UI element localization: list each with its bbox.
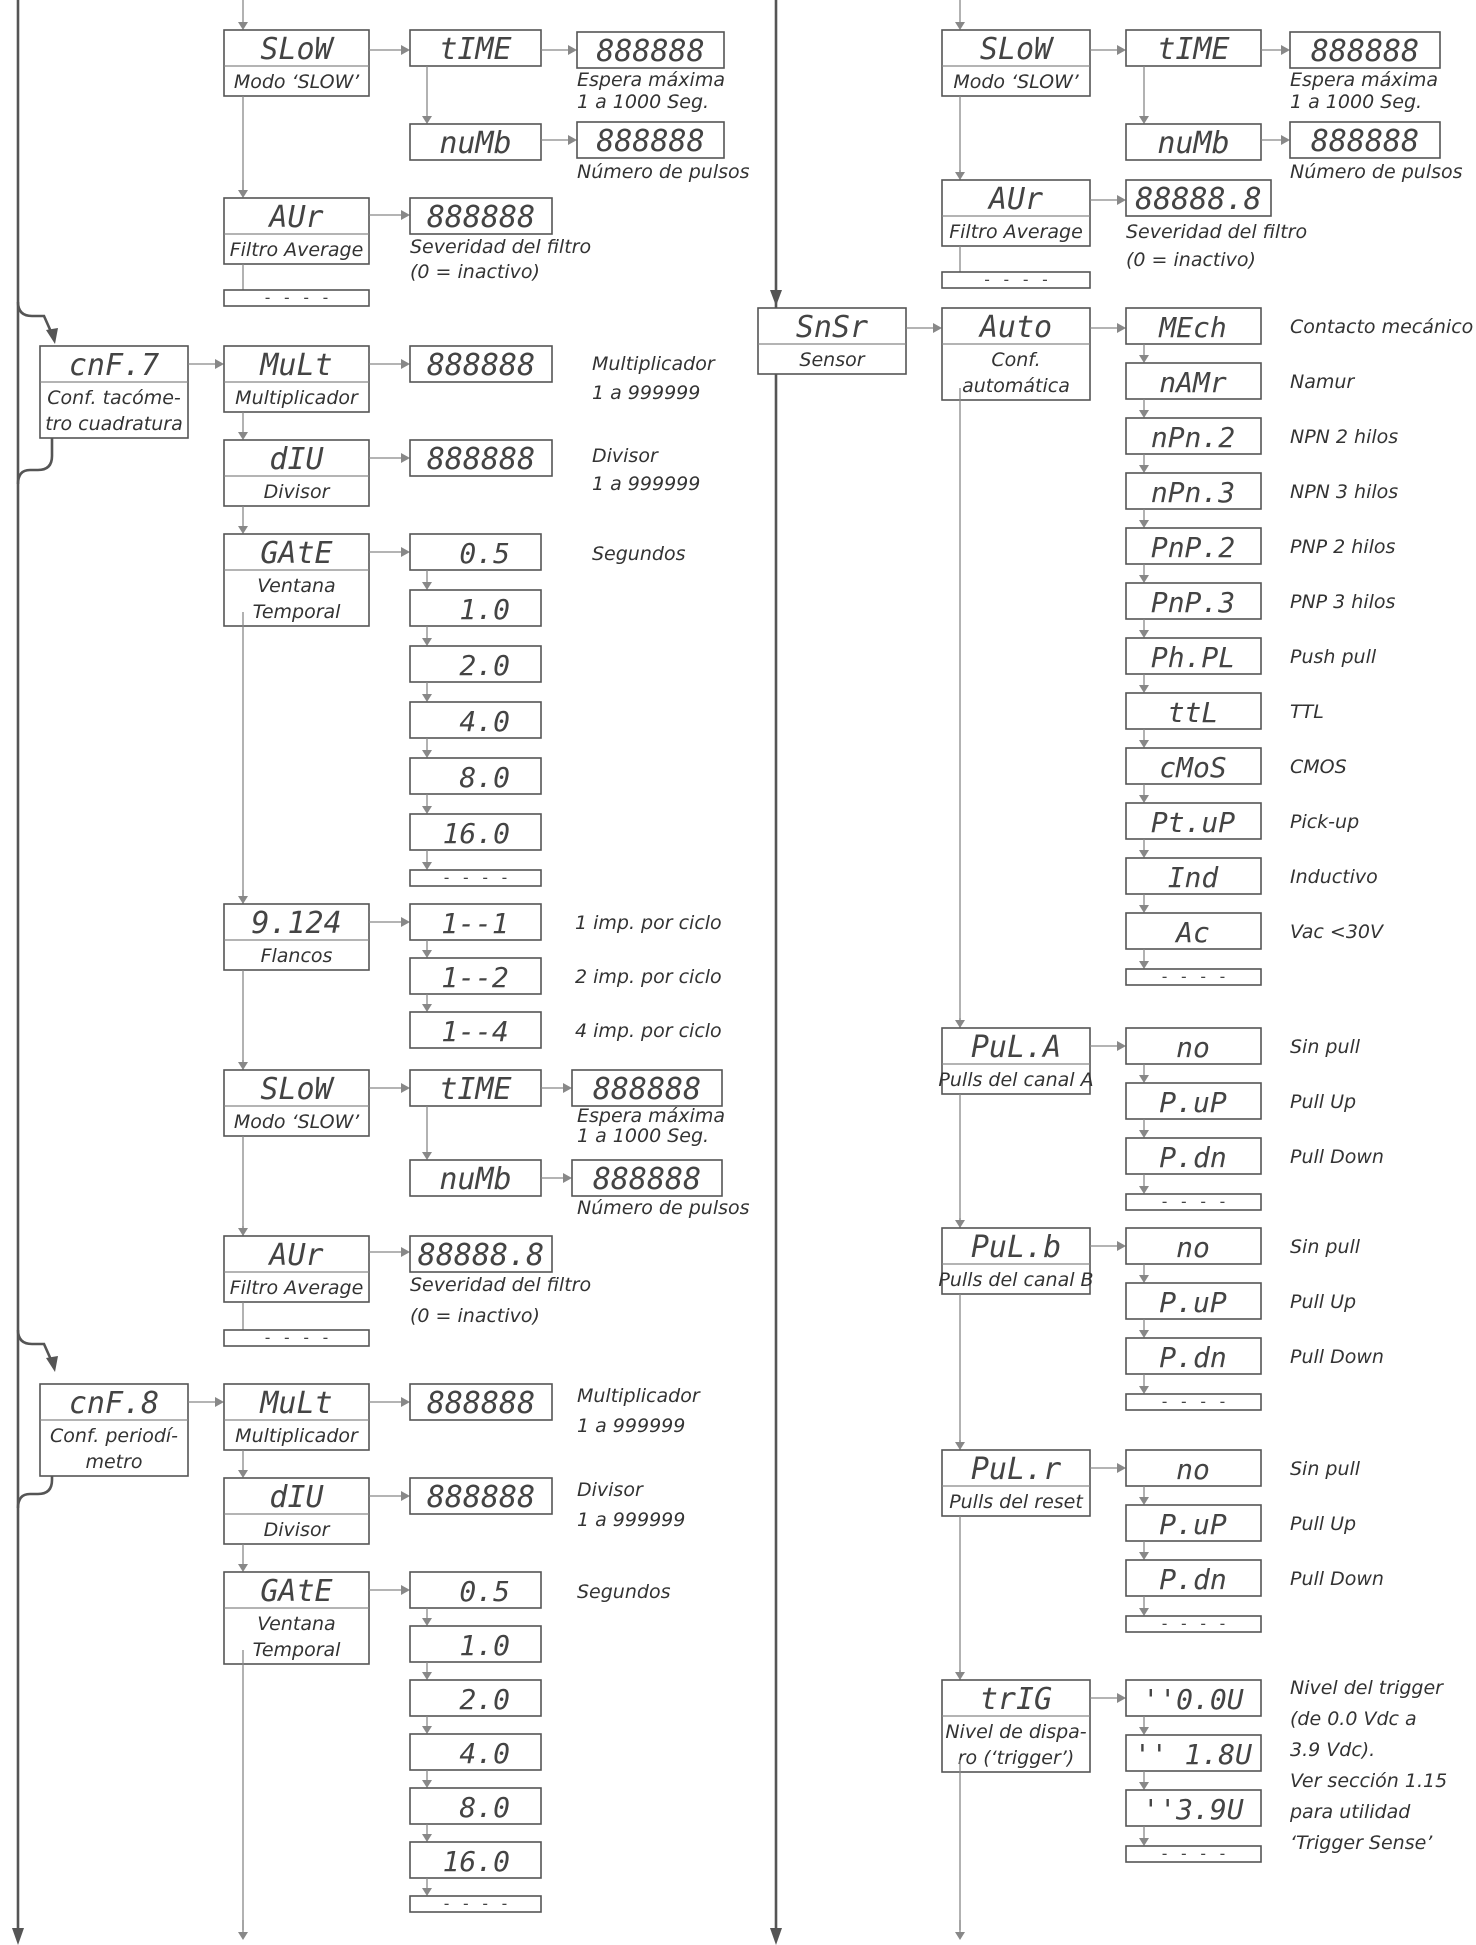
arrow-down-icon: [955, 1220, 965, 1228]
cnf8-div-value: 888888: [426, 1480, 536, 1515]
auto-option-desc: PNP 3 hilos: [1290, 591, 1396, 613]
auto-option-desc: Contacto mecánico: [1290, 316, 1474, 338]
auto-option-code: ttL: [1167, 696, 1219, 729]
pull-2-code: PuL.r: [970, 1452, 1062, 1487]
arrow-down-icon: [238, 1062, 248, 1070]
arrow-down-icon: [1139, 1608, 1149, 1616]
cnf8-div-desc1: Divisor: [577, 1479, 643, 1501]
trig-option-code: ''0.0U: [1142, 1683, 1244, 1716]
cnf7-gate-option: 4.0: [459, 705, 510, 738]
trig-end-dashes: - - - -: [1159, 1844, 1228, 1863]
l1-numb-code: nuMb: [439, 126, 512, 161]
cnf7-caption: tro cuadratura: [45, 413, 183, 435]
arrow-down-icon: [422, 1672, 432, 1680]
cnf7-avr-value: 88888.8: [417, 1238, 545, 1273]
arrow-down-icon: [1139, 1727, 1149, 1735]
arrow-down-icon: [1139, 1497, 1149, 1505]
arrow-down-icon: [238, 896, 248, 904]
trig-desc: ‘Trigger Sense’: [1290, 1832, 1433, 1854]
cnf7-time-desc2: 1 a 1000 Seg.: [577, 1125, 710, 1147]
trig-code: trIG: [979, 1682, 1053, 1717]
trig-desc: para utilidad: [1290, 1801, 1411, 1823]
trunk-arrow-icon: [12, 1928, 24, 1945]
auto-option-desc: CMOS: [1290, 756, 1347, 778]
pull-option-desc: Pull Down: [1290, 1568, 1384, 1590]
pull-option-desc: Sin pull: [1290, 1036, 1361, 1058]
l1-avr-caption: Filtro Average: [229, 239, 364, 261]
cnf8-gate-option: 2.0: [459, 1683, 510, 1716]
arrow-down-icon: [422, 862, 432, 870]
pull-1-caption: Pulls del canal B: [938, 1269, 1094, 1291]
r1-time-code: tIME: [1157, 32, 1230, 67]
cnf8-gate-caption: Ventana: [257, 1613, 336, 1635]
arrow-down-icon: [422, 694, 432, 702]
pull-option-desc: Sin pull: [1290, 1236, 1361, 1258]
arrow-right-icon: [215, 1397, 224, 1407]
trig-desc: (de 0.0 Vdc a: [1290, 1708, 1417, 1730]
l1-time-desc1: Espera máxima: [577, 69, 725, 91]
auto-option-desc: Inductivo: [1290, 866, 1378, 888]
auto-option-desc: NPN 2 hilos: [1290, 426, 1399, 448]
cnf7-mult-desc1: Multiplicador: [592, 353, 715, 375]
arrow-down-icon: [238, 526, 248, 534]
auto-option-code: MEch: [1159, 311, 1227, 344]
auto-option-code: Pt.uP: [1150, 806, 1236, 839]
cnf8-mult-code: MuLt: [260, 1386, 333, 1421]
l1-time-value: 888888: [596, 34, 705, 69]
sensor-caption: Sensor: [799, 349, 865, 371]
cnf8-gate-option: 16.0: [442, 1845, 510, 1878]
arrow-down-icon: [1139, 575, 1149, 583]
arrow-down-icon: [1139, 355, 1149, 363]
auto-option-code: nPn.2: [1150, 421, 1236, 454]
arrow-down-icon: [422, 1888, 432, 1896]
cnf7-edge-option: 1--2: [441, 961, 509, 994]
r1-avr-desc2: (0 = inactivo): [1126, 249, 1256, 271]
arrow-down-icon: [1139, 116, 1149, 124]
arrow-down-icon: [422, 1834, 432, 1842]
cnf7-gate-unit: Segundos: [592, 543, 686, 565]
auto-option-desc: Pick-up: [1290, 811, 1360, 833]
arrow-down-icon: [1139, 1130, 1149, 1138]
arrow-down-icon: [422, 638, 432, 646]
pull-option-desc: Pull Up: [1290, 1091, 1357, 1113]
cnf7-edge-desc: 2 imp. por ciclo: [575, 966, 722, 988]
arrow-right-icon: [1117, 45, 1126, 55]
auto-option-code: Ac: [1176, 916, 1210, 949]
auto-end-dashes: - - - -: [1159, 967, 1228, 986]
cnf7-gate-option: 2.0: [459, 649, 510, 682]
loop-in-path: [18, 1330, 52, 1362]
trig-caption: Nivel de dispa-: [945, 1721, 1087, 1743]
cnf7-gate-option: 8.0: [459, 761, 510, 794]
trunk-arrow-icon: [770, 1928, 782, 1945]
pull-option-code: P.dn: [1159, 1563, 1227, 1596]
trig-option-code: '' 1.8U: [1133, 1738, 1253, 1771]
auto-option-code: PnP.2: [1150, 531, 1236, 564]
pull-option-code: P.uP: [1159, 1508, 1227, 1541]
arrow-right-icon: [1117, 323, 1126, 333]
cnf8-gate-option: 8.0: [459, 1791, 510, 1824]
sensor-auto-caption: Conf.: [991, 349, 1041, 371]
pull-1-code: PuL.b: [970, 1230, 1062, 1265]
l1-numb-value: 888888: [596, 124, 705, 159]
pull-option-code: P.dn: [1159, 1341, 1227, 1374]
r1-avr-value: 88888.8: [1135, 182, 1262, 217]
arrow-down-icon: [955, 1442, 965, 1450]
cnf8-div-caption: Divisor: [263, 1519, 330, 1541]
cnf8-mult-value: 888888: [426, 1386, 536, 1421]
cnf7-time-value: 888888: [592, 1072, 702, 1107]
cnf8-gate-code: GAtE: [260, 1574, 333, 1609]
pull-end-dashes: - - - -: [1159, 1392, 1228, 1411]
cnf7-slow-code: SLoW: [260, 1072, 333, 1107]
arrow-right-icon: [215, 359, 224, 369]
l1-time-desc2: 1 a 1000 Seg.: [577, 91, 710, 113]
cnf8-code: cnF.8: [68, 1386, 160, 1421]
auto-option-code: Ind: [1167, 861, 1219, 894]
cnf8-caption: metro: [85, 1451, 143, 1473]
auto-option-code: cMoS: [1159, 751, 1227, 784]
pull-2-caption: Pulls del reset: [949, 1491, 1083, 1513]
arrow-down-icon: [422, 1004, 432, 1012]
l1-avr-value: 888888: [426, 200, 536, 235]
pull-0-code: PuL.A: [970, 1030, 1062, 1065]
cnf7-div-code: dIU: [269, 442, 324, 477]
cnf8-gate-option: 0.5: [459, 1575, 510, 1608]
arrow-down-icon: [1139, 1330, 1149, 1338]
arrow-down-icon: [238, 1470, 248, 1478]
pull-option-code: P.uP: [1159, 1086, 1227, 1119]
cnf7-avr-caption: Filtro Average: [229, 1277, 364, 1299]
trig-caption: ro (‘trigger’): [957, 1747, 1075, 1769]
pull-option-code: no: [1176, 1031, 1210, 1064]
cnf7-avr-desc2: (0 = inactivo): [410, 1305, 540, 1327]
r1-time-value: 888888: [1310, 34, 1420, 69]
trig-desc: 3.9 Vdc).: [1290, 1739, 1376, 1761]
r1-end-dashes: - - - -: [982, 270, 1050, 289]
cnf7-gate-option: 16.0: [442, 817, 510, 850]
arrow-down-icon: [955, 172, 965, 180]
cnf7-gate-caption: Ventana: [257, 575, 336, 597]
sensor-code: SnSr: [795, 310, 869, 345]
arrow-down-icon: [955, 1020, 965, 1028]
cnf7-div-desc1: Divisor: [592, 445, 658, 467]
cnf7-numb-value: 888888: [592, 1162, 702, 1197]
arrow-right-icon: [401, 547, 410, 557]
r1-slow-caption: Modo ‘SLOW’: [953, 71, 1079, 93]
arrow-down-icon: [422, 750, 432, 758]
arrow-right-icon: [401, 1585, 410, 1595]
cnf7-time-desc1: Espera máxima: [577, 1105, 725, 1127]
trig-desc: Ver sección 1.15: [1290, 1770, 1448, 1792]
l1-time-code: tIME: [439, 32, 512, 67]
cnf7-mult-code: MuLt: [260, 348, 333, 383]
pull-option-code: no: [1176, 1453, 1210, 1486]
pull-end-dashes: - - - -: [1159, 1192, 1228, 1211]
arrow-down-icon: [1139, 850, 1149, 858]
cnf7-div-caption: Divisor: [263, 481, 330, 503]
auto-option-code: nPn.3: [1150, 476, 1236, 509]
r1-avr-code: AUr: [988, 182, 1044, 217]
arrow-right-icon: [568, 135, 577, 145]
arrow-right-icon: [1117, 1463, 1126, 1473]
arrow-down-icon: [422, 1780, 432, 1788]
arrow-down-icon: [422, 806, 432, 814]
arrow-right-icon: [401, 45, 410, 55]
l1-avr-code: AUr: [269, 200, 324, 235]
trunk-arrow-icon: [770, 290, 782, 306]
arrow-right-icon: [563, 1173, 572, 1183]
cnf7-gate-option: 0.5: [459, 537, 510, 570]
arrow-right-icon: [1281, 135, 1290, 145]
cnf7-avr-code: AUr: [269, 1238, 324, 1273]
arrow-right-icon: [1117, 1241, 1126, 1251]
arrow-down-icon: [1139, 465, 1149, 473]
cnf7-div-desc2: 1 a 999999: [592, 473, 701, 495]
arrow-down-icon: [422, 1726, 432, 1734]
arrow-right-icon: [401, 210, 410, 220]
sensor-auto-code: Auto: [979, 310, 1053, 345]
cnf7-edge-option: 1--1: [441, 907, 509, 940]
cnf7-numb-desc1: Número de pulsos: [577, 1197, 750, 1219]
cnf7-gate-caption: Temporal: [252, 601, 341, 623]
arrow-down-icon: [238, 22, 248, 30]
sensor-auto-caption: automática: [962, 375, 1070, 397]
r1-numb-desc1: Número de pulsos: [1290, 161, 1463, 183]
auto-option-desc: Namur: [1290, 371, 1355, 393]
arrow-down-icon: [1139, 1275, 1149, 1283]
l1-avr-desc1: Severidad del filtro: [410, 236, 592, 258]
cnf7-edge-desc: 1 imp. por ciclo: [575, 912, 722, 934]
arrow-down-icon: [238, 432, 248, 440]
cnf7-slow-caption: Modo ‘SLOW’: [233, 1111, 360, 1133]
cnf7-avr-desc1: Severidad del filtro: [410, 1274, 592, 1296]
auto-option-code: PnP.3: [1150, 586, 1236, 619]
cnf8-gate-option: 4.0: [459, 1737, 510, 1770]
arrow-down-icon: [238, 1932, 248, 1940]
pull-option-desc: Pull Up: [1290, 1291, 1357, 1313]
arrow-down-icon: [238, 190, 248, 198]
loop-in-path: [18, 302, 52, 334]
arrow-right-icon: [563, 1083, 572, 1093]
pull-end-dashes: - - - -: [1159, 1614, 1228, 1633]
cnf8-div-code: dIU: [269, 1480, 324, 1515]
arrow-down-icon: [1139, 795, 1149, 803]
arrow-right-icon: [401, 453, 410, 463]
cnf7-numb-code: nuMb: [439, 1162, 512, 1197]
cnf7-end-dashes: - - - -: [262, 1328, 331, 1347]
pull-option-code: no: [1176, 1231, 1210, 1264]
auto-option-desc: Vac <30V: [1290, 921, 1384, 943]
cnf7-edges-caption: Flancos: [260, 945, 333, 967]
auto-option-code: Ph.PL: [1150, 641, 1236, 674]
r1-numb-value: 888888: [1310, 124, 1420, 159]
arrow-down-icon: [422, 582, 432, 590]
arrow-right-icon: [1281, 45, 1290, 55]
arrow-down-icon: [1139, 961, 1149, 969]
l1-slow-code: SLoW: [260, 32, 333, 67]
arrow-right-icon: [568, 45, 577, 55]
cnf7-edge-option: 1--4: [441, 1015, 509, 1048]
arrow-down-icon: [1139, 1186, 1149, 1194]
cnf7-gate-code: GAtE: [260, 536, 333, 571]
arrow-down-icon: [955, 1672, 965, 1680]
arrow-down-icon: [1139, 630, 1149, 638]
cnf7-gate-end-dashes: - - - -: [441, 868, 510, 887]
l1-end-dashes: - - - -: [262, 288, 331, 307]
pull-0-caption: Pulls del canal A: [938, 1069, 1094, 1091]
arrow-down-icon: [238, 1564, 248, 1572]
cnf7-time-code: tIME: [439, 1072, 512, 1107]
cnf7-mult-value: 888888: [426, 348, 536, 383]
r1-slow-code: SLoW: [979, 32, 1053, 67]
cnf7-caption: Conf. tacóme-: [47, 387, 181, 409]
auto-option-desc: PNP 2 hilos: [1290, 536, 1396, 558]
arrow-right-icon: [401, 1247, 410, 1257]
loop-arrow-icon: [46, 1356, 58, 1372]
r1-numb-code: nuMb: [1157, 126, 1230, 161]
cnf8-mult-desc1: Multiplicador: [577, 1385, 700, 1407]
cnf7-code: cnF.7: [68, 348, 160, 383]
cnf7-edges-code: 9.124: [251, 906, 342, 941]
cnf8-mult-caption: Multiplicador: [235, 1425, 358, 1447]
arrow-down-icon: [955, 1932, 965, 1940]
arrow-right-icon: [401, 1083, 410, 1093]
arrow-down-icon: [422, 1152, 432, 1160]
arrow-down-icon: [1139, 1552, 1149, 1560]
pull-option-desc: Pull Down: [1290, 1146, 1384, 1168]
cnf8-gate-end-dashes: - - - -: [441, 1894, 510, 1913]
cnf8-gate-option: 1.0: [459, 1629, 510, 1662]
cnf8-mult-desc2: 1 a 999999: [577, 1415, 686, 1437]
cnf7-edge-desc: 4 imp. por ciclo: [575, 1020, 722, 1042]
arrow-right-icon: [1117, 1693, 1126, 1703]
arrow-down-icon: [422, 116, 432, 124]
l1-slow-caption: Modo ‘SLOW’: [233, 71, 360, 93]
r1-avr-desc1: Severidad del filtro: [1126, 221, 1308, 243]
arrow-right-icon: [401, 1491, 410, 1501]
arrow-right-icon: [1117, 195, 1126, 205]
arrow-down-icon: [1139, 1838, 1149, 1846]
cnf7-mult-caption: Multiplicador: [235, 387, 358, 409]
arrow-down-icon: [1139, 520, 1149, 528]
arrow-down-icon: [955, 22, 965, 30]
arrow-down-icon: [1139, 740, 1149, 748]
cnf8-caption: Conf. periodí-: [49, 1425, 179, 1447]
l1-avr-desc2: (0 = inactivo): [410, 261, 540, 283]
trig-desc: Nivel del trigger: [1290, 1677, 1443, 1699]
pull-option-desc: Sin pull: [1290, 1458, 1361, 1480]
cnf8-gate-caption: Temporal: [252, 1639, 341, 1661]
l1-numb-desc1: Número de pulsos: [577, 161, 750, 183]
arrow-right-icon: [401, 1397, 410, 1407]
arrow-right-icon: [1117, 1041, 1126, 1051]
arrow-down-icon: [1139, 905, 1149, 913]
arrow-down-icon: [1139, 1782, 1149, 1790]
arrow-down-icon: [238, 1228, 248, 1236]
auto-option-desc: Push pull: [1290, 646, 1377, 668]
pull-option-code: P.dn: [1159, 1141, 1227, 1174]
auto-option-desc: TTL: [1290, 701, 1324, 723]
arrow-right-icon: [933, 323, 942, 333]
arrow-down-icon: [1139, 685, 1149, 693]
auto-option-code: nAMr: [1159, 366, 1227, 399]
cnf7-div-value: 888888: [426, 442, 536, 477]
pull-option-code: P.uP: [1159, 1286, 1227, 1319]
arrow-right-icon: [401, 917, 410, 927]
arrow-down-icon: [1139, 1075, 1149, 1083]
cnf8-gate-unit: Segundos: [577, 1581, 671, 1603]
cnf7-gate-option: 1.0: [459, 593, 510, 626]
loop-arrow-icon: [46, 328, 58, 344]
pull-option-desc: Pull Up: [1290, 1513, 1357, 1535]
r1-time-desc2: 1 a 1000 Seg.: [1290, 91, 1423, 113]
r1-time-desc1: Espera máxima: [1290, 69, 1438, 91]
arrow-right-icon: [401, 359, 410, 369]
trig-option-code: ''3.9U: [1142, 1793, 1244, 1826]
auto-option-desc: NPN 3 hilos: [1290, 481, 1399, 503]
r1-avr-caption: Filtro Average: [949, 221, 1083, 243]
pull-option-desc: Pull Down: [1290, 1346, 1384, 1368]
arrow-down-icon: [422, 950, 432, 958]
arrow-down-icon: [1139, 410, 1149, 418]
arrow-down-icon: [1139, 1386, 1149, 1394]
arrow-down-icon: [422, 1618, 432, 1626]
cnf7-mult-desc2: 1 a 999999: [592, 382, 701, 404]
cnf8-div-desc2: 1 a 999999: [577, 1509, 686, 1531]
